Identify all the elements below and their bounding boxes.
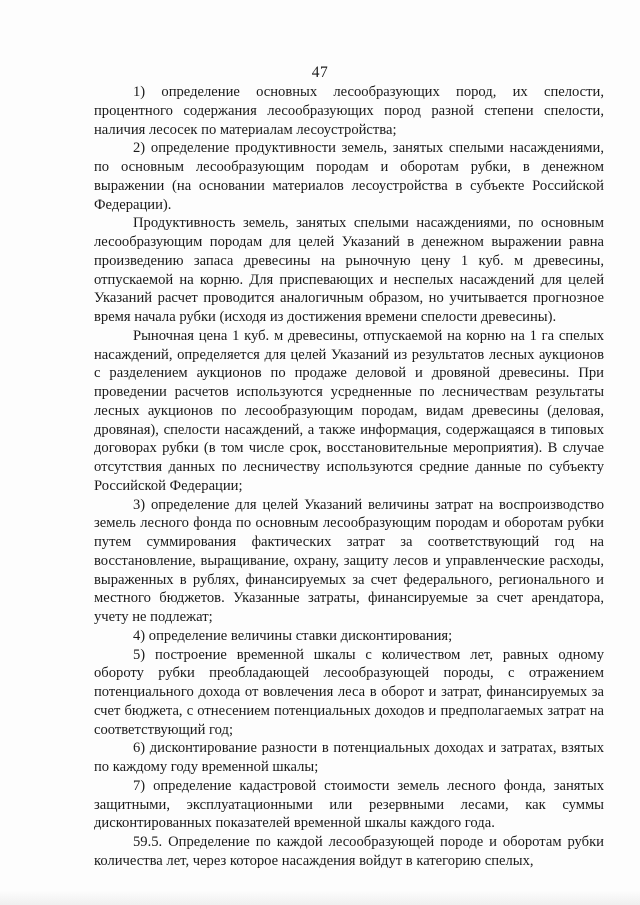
document-body — [94, 83, 604, 871]
paragraph-10: 59.5. Определение по каждой лесообразующей породе и оборотам рубки количества лет, через которое насаждения войдут в категорию спелых, — [94, 834, 604, 869]
page-number: 47 — [311, 64, 329, 81]
paragraph-2: 2) определение продуктивности земель, занятых спелыми насаждениями, по основным лесообразующим породам и оборотам рубки, в денежном выражении (на основании материалов лесоустройства в субъекте Российской Федерации). — [94, 140, 604, 213]
paragraph-8: 6) дисконтирование разности в потенциальных доходах и затратах, взятых по каждому году временной шкалы; — [94, 740, 604, 775]
paragraph-1: 1) определение основных лесообразующих пород, их спелости, процентного содержания лесообразующих пород разной степени спелости, наличия лесосек по материалам лесоустройства; — [94, 84, 604, 138]
paragraph-6: 4) определение величины ставки дисконтирования; — [133, 627, 453, 644]
paragraph-7: 5) построение временной шкалы с количеством лет, равных одному обороту рубки преобладающей лесообразующей породы, с отражением потенциального дохода от вовлечения леса в оборот и затрат, финансируемых за счет бюджета, с отнесением потенциальных доходов и предполагаемых затрат на соответствующий год; — [94, 646, 604, 738]
paragraph-9: 7) определение кадастровой стоимости земель лесного фонда, занятых защитными, эксплуатационными или резервными лесами, как суммы дисконтированных показателей временной шкалы каждого года. — [94, 777, 604, 832]
scan-edge — [0, 891, 640, 905]
paragraph-3: Продуктивность земель, занятых спелыми насаждениями, по основным лесообразующим породам для целей Указаний в денежном выражении равна произведению запаса древесины на рыночную цену 1 куб. м древесины, отпускаемой на корню. Для приспевающих и неспелых насаждений для целей Указаний расчет проводится аналогичным образом, но учитывается прогнозное время начала рубки (исходя из достижения времени спелости древесины). — [94, 215, 604, 325]
paragraph-5: 3) определение для целей Указаний величины затрат на воспроизводство земель лесного фонда по основным лесообразующим породам и оборотам рубки путем суммирования фактических затрат за соответствующий год на восстановление, выращивание, охрану, защиту лесов и управленческие расходы, выраженных в рублях, финансируемых за счет федерального, регионального и местного бюджетов. Указанные затраты, финансируемые за счет арендатора, учету не подлежат; — [94, 496, 604, 625]
paragraph-4: Рыночная цена 1 куб. м древесины, отпускаемой на корню на 1 га спелых насаждений, определяется для целей Указаний из результатов лесных аукционов с разделением аукционов по продаже деловой и дровяной древесины. При проведении расчетов используются усредненные по лесничествам результаты лесных аукционов по лесообразующим породам, видам древесины (деловая, дровяная), спелости насаждений, а также информация, содержащаяся в типовых договорах рубки (в том числе срок, восстановительные мероприятия). В случае отсутствия данных по лесничеству используются средние данные по субъекту Российской Федерации; — [94, 327, 604, 494]
